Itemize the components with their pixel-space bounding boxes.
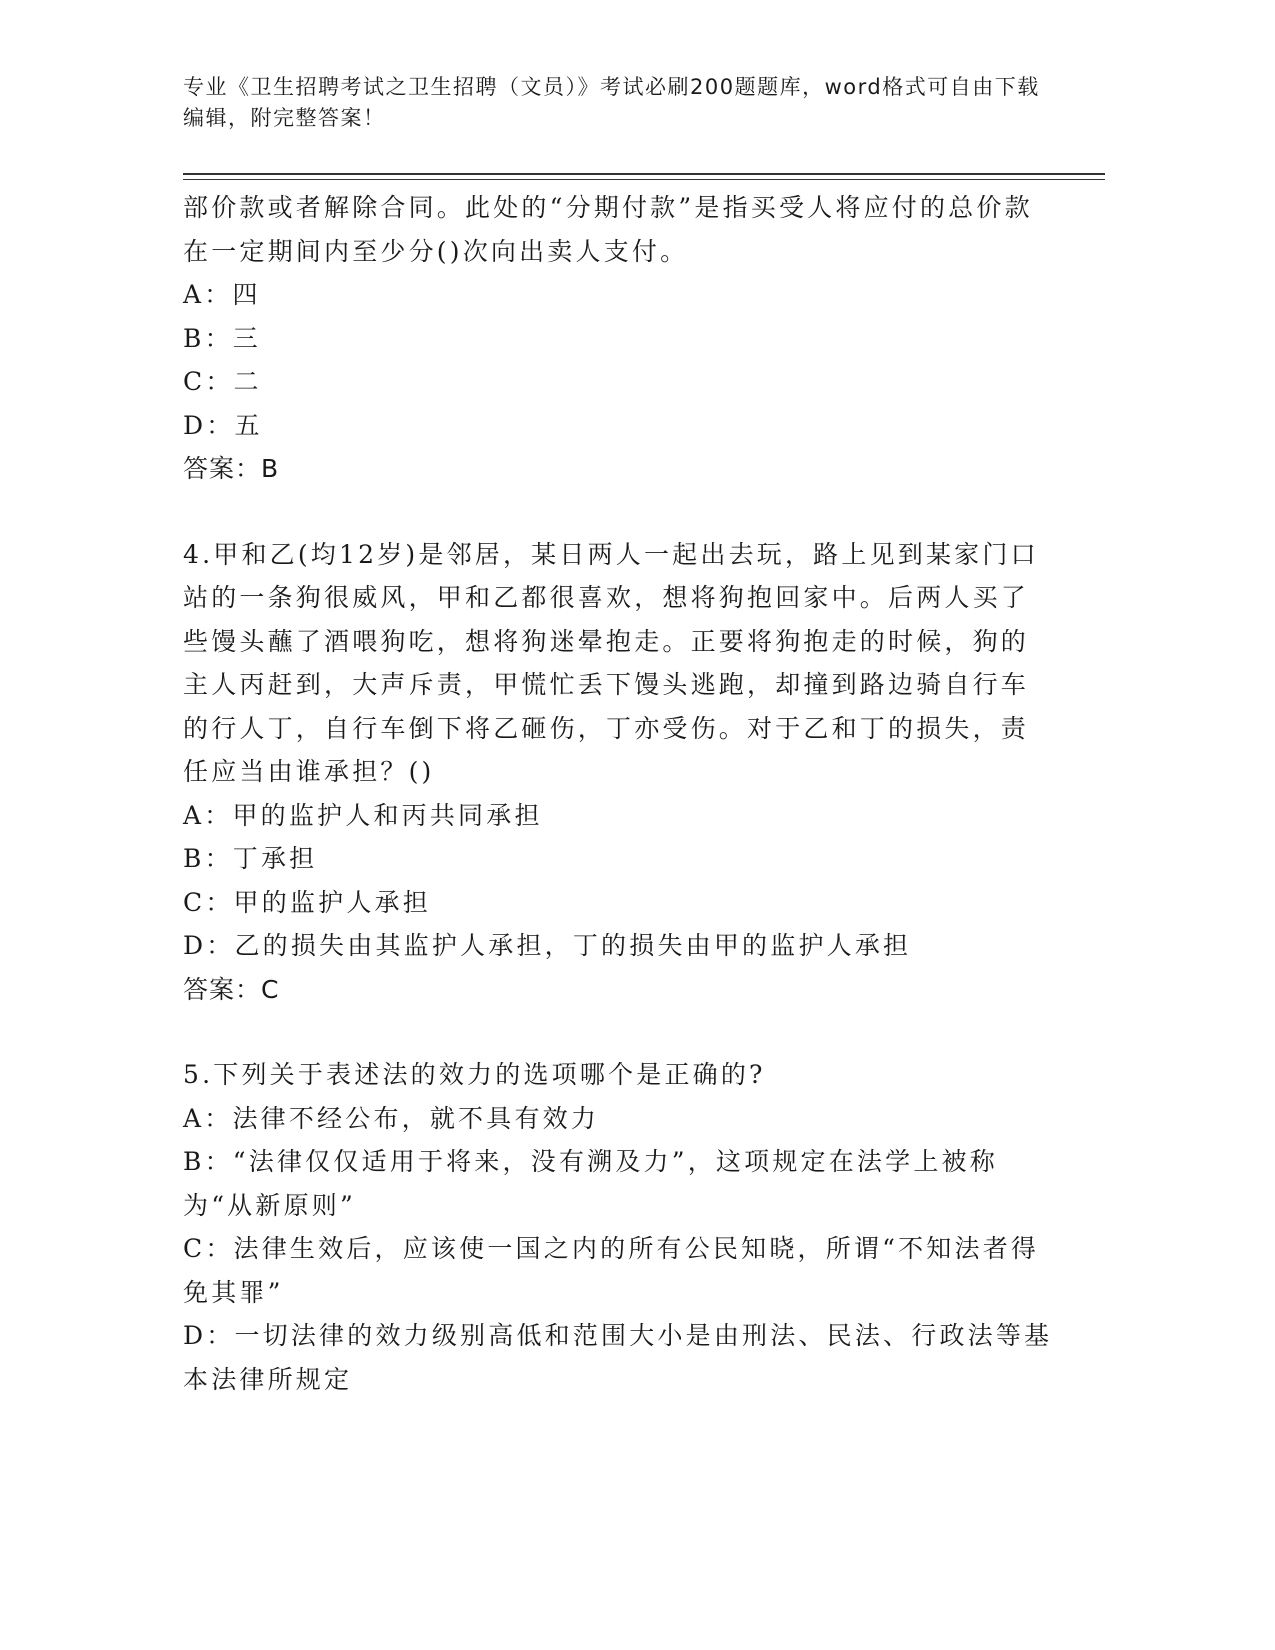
option-c: C：法律生效后，应该使一国之内的所有公民知晓，所谓“不知法者得免其罪” <box>183 1234 1040 1307</box>
question-stem: 部价款或者解除合同。此处的“分期付款”是指买受人将应付的总价款在一定期间内至少分()次向出卖人支付。 <box>183 193 1033 266</box>
question-stem: 4.甲和乙(均12岁)是邻居，某日两人一起出去玩，路上见到某家门口站的一条狗很威风，甲和乙都很喜欢，想将狗抱回家中。后两人买了些馒头蘸了酒喂狗吃，想将狗迷晕抱走。正要将狗抱走的时候，狗的主人丙赶到，大声斥责，甲慌忙丢下馒头逃跑，却撞到路边骑自行车的行人丁，自行车倒下将乙砸伤，丁亦受伤。对于乙和丁的损失，责任应当由谁承担？() <box>183 539 1039 786</box>
option-a: A：法律不经公布，就不具有效力 <box>183 1103 600 1133</box>
option-b: B：丁承担 <box>183 844 318 873</box>
option-d: D：乙的损失由其监护人承担，丁的损失由甲的监护人承担 <box>183 931 912 960</box>
question-4 <box>183 533 1053 1012</box>
option-b: B：“法律仅仅适用于将来，没有溯及力”，这项规定在法学上被称为“从新原则” <box>183 1147 998 1220</box>
question-content <box>183 186 1053 1401</box>
question-5 <box>183 1053 1053 1401</box>
document-header: 专业《卫生招聘考试之卫生招聘（文员）》考试必刷200题题库，word格式可自由下载编辑，附完整答案！ <box>183 75 1040 130</box>
option-d: D：一切法律的效力级别高低和范围大小是由刑法、民法、行政法等基本法律所规定 <box>183 1321 1053 1394</box>
question-spacer <box>183 1011 1053 1053</box>
question-spacer <box>183 491 1053 533</box>
option-a: A：四 <box>183 280 261 309</box>
option-c: C：二 <box>183 367 262 396</box>
option-d: D：五 <box>183 410 263 440</box>
answer-line: 答案：B <box>183 454 280 483</box>
answer-line: 答案：C <box>183 974 280 1004</box>
option-b: B：三 <box>183 323 261 353</box>
header-divider-thick <box>183 173 1105 175</box>
question-3 <box>183 186 1053 491</box>
question-stem: 5.下列关于表述法的效力的选项哪个是正确的? <box>183 1060 766 1089</box>
option-c: C：甲的监护人承担 <box>183 887 431 917</box>
header-divider-thin <box>183 179 1105 180</box>
option-a: A：甲的监护人和丙共同承担 <box>183 800 543 830</box>
